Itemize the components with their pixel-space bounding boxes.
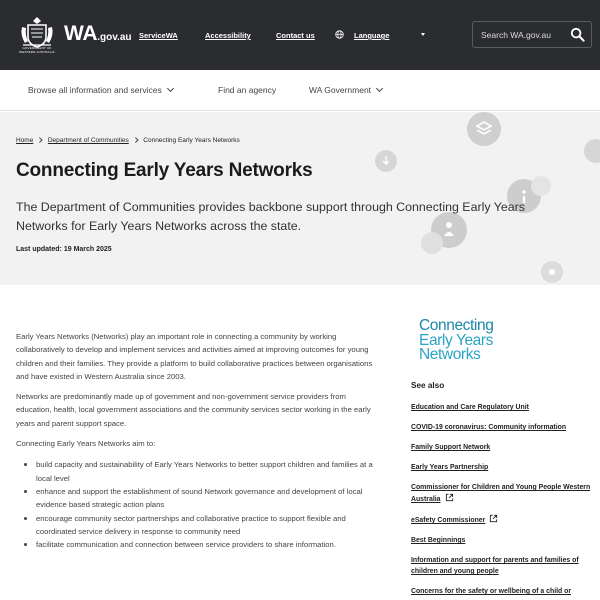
chevron-down-icon[interactable] [421, 33, 425, 36]
search-icon[interactable] [570, 27, 585, 42]
link-covid-community-info[interactable]: COVID-19 coronavirus: Community information [411, 424, 567, 431]
breadcrumb [16, 137, 240, 144]
chevron-right-icon [133, 137, 138, 142]
contact-us-link[interactable]: Contact us [276, 31, 315, 40]
site-header [0, 0, 600, 70]
link-esafety-commissioner[interactable]: eSafety Commissioner [411, 514, 591, 526]
link-commissioner-children-young-people[interactable]: Commissioner for Children and Young People Western Australia [411, 484, 591, 503]
page-title: Connecting Early Years Networks [16, 160, 313, 181]
language-selector[interactable]: Language [354, 31, 390, 40]
list-item: encourage community sector partnerships and collaborative practice to support flexible and coordinated service delivery in response to community need [16, 512, 376, 539]
link-parent-family-support[interactable]: Information and support for parents and families of children and young people [411, 557, 579, 575]
external-link-icon [489, 514, 498, 523]
aims-intro: Connecting Early Years Networks aim to: [16, 439, 156, 449]
crest-caption: GOVERNMENT OF WESTERN AUSTRALIA [19, 46, 55, 54]
link-family-support-network[interactable]: Family Support Network [411, 444, 491, 451]
breadcrumb-current: Connecting Early Years Networks [143, 137, 240, 144]
chevron-down-icon [167, 85, 174, 92]
decorative-download-icon [375, 150, 397, 172]
logo-sub: .gov.au [97, 32, 132, 43]
breadcrumb-department[interactable]: Department of Communities [47, 137, 129, 144]
decorative-circle-icon [541, 261, 563, 283]
aims-list [16, 458, 376, 551]
logo-line: Networks [419, 346, 481, 363]
accessibility-link[interactable]: Accessibility [205, 31, 251, 40]
nav-find-agency[interactable] [218, 85, 276, 95]
chevron-down-icon [376, 85, 383, 92]
logo-main: WA [64, 22, 98, 45]
search-placeholder: Search WA.gov.au [481, 30, 551, 40]
servicewa-link[interactable]: ServiceWA [139, 31, 178, 40]
external-link-icon [445, 493, 454, 502]
globe-icon [335, 30, 344, 39]
last-updated: Last updated: 19 March 2025 [16, 246, 112, 253]
nav-wa-government[interactable] [309, 85, 382, 95]
nav-find-agency-label: Find an agency [218, 85, 277, 95]
breadcrumb-home[interactable]: Home [16, 137, 34, 144]
wa-gov-logo[interactable] [64, 22, 132, 46]
link-best-beginnings[interactable]: Best Beginnings [411, 537, 466, 544]
see-also-links [411, 402, 591, 600]
nav-wa-government-label: WA Government [309, 85, 372, 95]
link-education-care-regulatory-unit[interactable]: Education and Care Regulatory Unit [411, 404, 529, 411]
list-item: enhance and support the establishment of sound Network governance and development of local evidence based strategic action plans [16, 485, 376, 512]
decorative-circle-icon [584, 139, 600, 163]
search-input[interactable] [472, 21, 592, 48]
nav-browse-all-label: Browse all information and services [28, 85, 162, 95]
list-item: build capacity and sustainability of Early Years Networks to better support children and families at a local level [16, 458, 376, 485]
intro-paragraph: Early Years Networks (Networks) play an important role in connecting a community by working collaboratively to develop and implement services and activities aimed at improving outcomes for young children and their families. They provide a platform to build collaborative practices between organisations and have existed in Western Australia since 2003. [16, 332, 373, 381]
decorative-circle-icon [531, 176, 551, 196]
logo-line: Early Years [419, 331, 494, 349]
main-navigation [0, 70, 600, 111]
logo-line: Connecting [419, 317, 494, 334]
page-lead: The Department of Communities provides backbone support through Connecting Early Years Networks for Early Years Networks across the state. [16, 200, 525, 233]
decorative-layers-icon [467, 112, 501, 146]
link-early-years-partnership[interactable]: Early Years Partnership [411, 464, 489, 471]
main-content [16, 330, 376, 551]
connecting-early-years-logo [419, 319, 539, 363]
nav-browse-all[interactable] [28, 85, 173, 95]
link-child-safety-concerns[interactable]: Concerns for the safety or wellbeing of a child or [411, 588, 572, 595]
see-also-heading: See also [411, 381, 445, 390]
chevron-right-icon [38, 137, 43, 142]
members-paragraph: Networks are predominantly made up of government and non-government service providers from education, health, local government associations and the community services sector working in the early years and parent support space. [16, 392, 371, 428]
list-item: facilitate communication and connection between service providers to share information. [16, 538, 376, 551]
